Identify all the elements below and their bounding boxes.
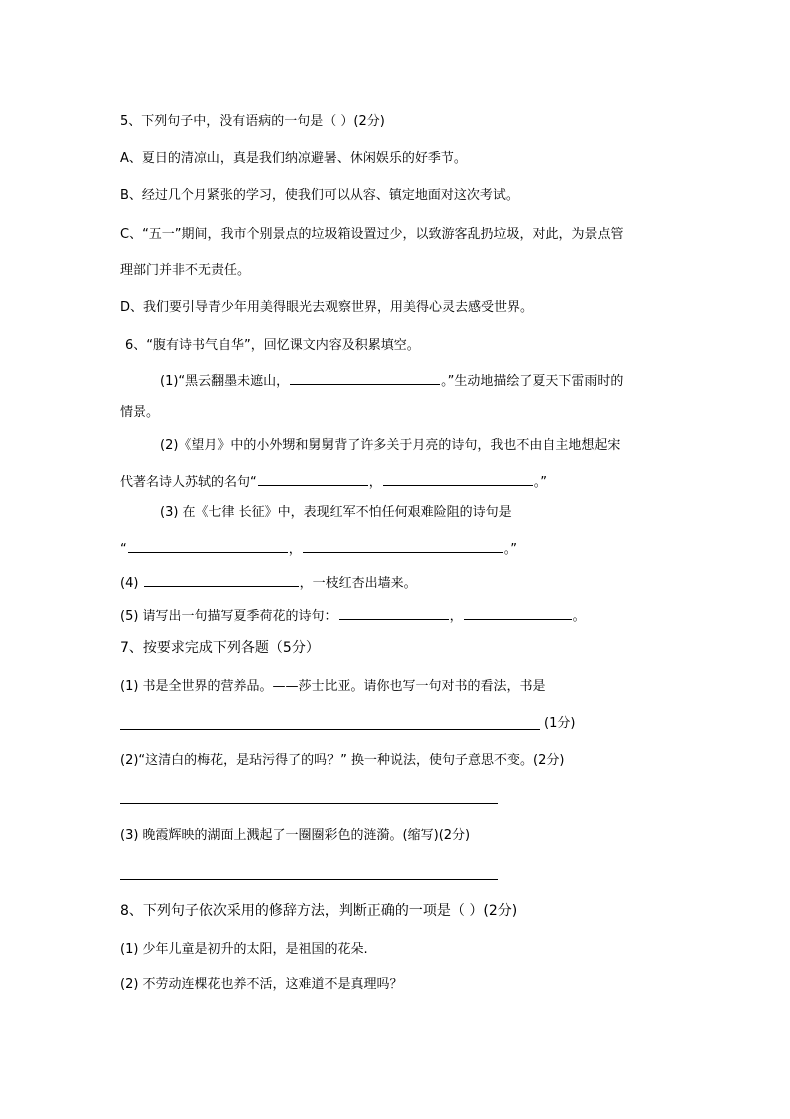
q6-part4-blank[interactable]	[144, 572, 299, 587]
q6-part1-continued: 情景。	[120, 405, 160, 420]
q7-part2-answer-line[interactable]	[120, 803, 498, 804]
q6-part2-line1: (2)《望月》中的小外甥和舅舅背了许多关于月亮的诗句，我也不由自主地想起宋	[160, 438, 621, 453]
q6-part4-suffix: ，一枝红杏出墙来。	[299, 576, 417, 591]
q6-part1-blank[interactable]	[290, 370, 440, 385]
q7-part3: (3) 晚霞辉映的湖面上溅起了一圈圈彩色的涟漪。(缩写)(2分)	[120, 828, 471, 843]
q7-part1-score: (1分)	[544, 716, 576, 731]
q6-part2-line2	[120, 471, 547, 492]
q5-option-c-line1: C、“五一”期间，我市个别景点的垃圾箱设置过少，以致游客乱扔垃圾，对此，为景点管	[120, 227, 624, 242]
q6-part3-line2	[120, 538, 517, 559]
q5-option-d: D、我们要引导青少年用美得眼光去观察世界，用美得心灵去感受世界。	[120, 300, 534, 315]
q6-part2-blank2[interactable]	[383, 471, 533, 486]
q6-part5-blank2[interactable]	[464, 605, 572, 620]
q6-part5-blank1[interactable]	[339, 605, 449, 620]
q6-part5-prefix: (5) 请写出一句描写夏季荷花的诗句：	[120, 609, 338, 624]
q6-part3-prefix: “	[120, 542, 127, 557]
q6-part3-line1: (3) 在《七律 长征》中，表现红军不怕任何艰难险阻的诗句是	[160, 505, 512, 520]
q6-part4-prefix: (4)	[120, 576, 139, 591]
q7-part2: (2)“这清白的梅花，是玷污得了的吗？” 换一种说法，使句子意思不变。(2分)	[120, 753, 565, 768]
q6-part3-blank1[interactable]	[128, 538, 288, 553]
q7-part1-answer-line[interactable]	[120, 729, 540, 730]
q6-part1-prefix: (1)“黑云翻墨未遮山，	[160, 374, 290, 389]
q7-stem: 7、按要求完成下列各题（5分）	[120, 640, 320, 656]
q6-part2-suffix: 。”	[533, 475, 548, 490]
q5-option-c-line2: 理部门并非不无责任。	[120, 263, 251, 278]
q6-part5-separator: ，	[449, 609, 463, 624]
q6-part3-blank2[interactable]	[303, 538, 503, 553]
q6-part5-suffix: 。	[572, 609, 586, 624]
q5-option-a: A、夏日的清凉山，真是我们纳凉避暑、休闲娱乐的好季节。	[120, 151, 467, 166]
q6-part4	[120, 572, 417, 593]
q6-part2-blank1[interactable]	[258, 471, 368, 486]
q7-part3-answer-line[interactable]	[120, 879, 498, 880]
q7-part1: (1) 书是全世界的营养品。——莎士比亚。请你也写一句对书的看法，书是	[120, 679, 546, 694]
q6-part5	[120, 605, 586, 626]
q5-option-b: B、经过几个月紧张的学习，使我们可以从容、镇定地面对这次考试。	[120, 188, 519, 203]
q6-part3-separator: ，	[288, 542, 302, 557]
q8-part2: (2) 不劳动连棵花也养不活，这难道不是真理吗？	[120, 977, 403, 992]
q6-stem: 6、“腹有诗书气自华”，回忆课文内容及积累填空。	[125, 338, 420, 353]
q6-part1-suffix: 。”生动地描绘了夏天下雷雨时的	[441, 374, 624, 389]
q6-part1	[160, 370, 623, 391]
q8-part1: (1) 少年儿童是初升的太阳，是祖国的花朵.	[120, 942, 368, 957]
q5-stem: 5、下列句子中，没有语病的一句是（ ）(2分)	[120, 114, 385, 129]
q8-stem: 8、下列句子依次采用的修辞方法，判断正确的一项是（ ）(2分)	[120, 903, 518, 919]
q6-part2-prefix: 代著名诗人苏轼的名句“	[120, 475, 257, 490]
q6-part2-separator: ，	[368, 475, 382, 490]
q6-part3-suffix: 。”	[503, 542, 518, 557]
